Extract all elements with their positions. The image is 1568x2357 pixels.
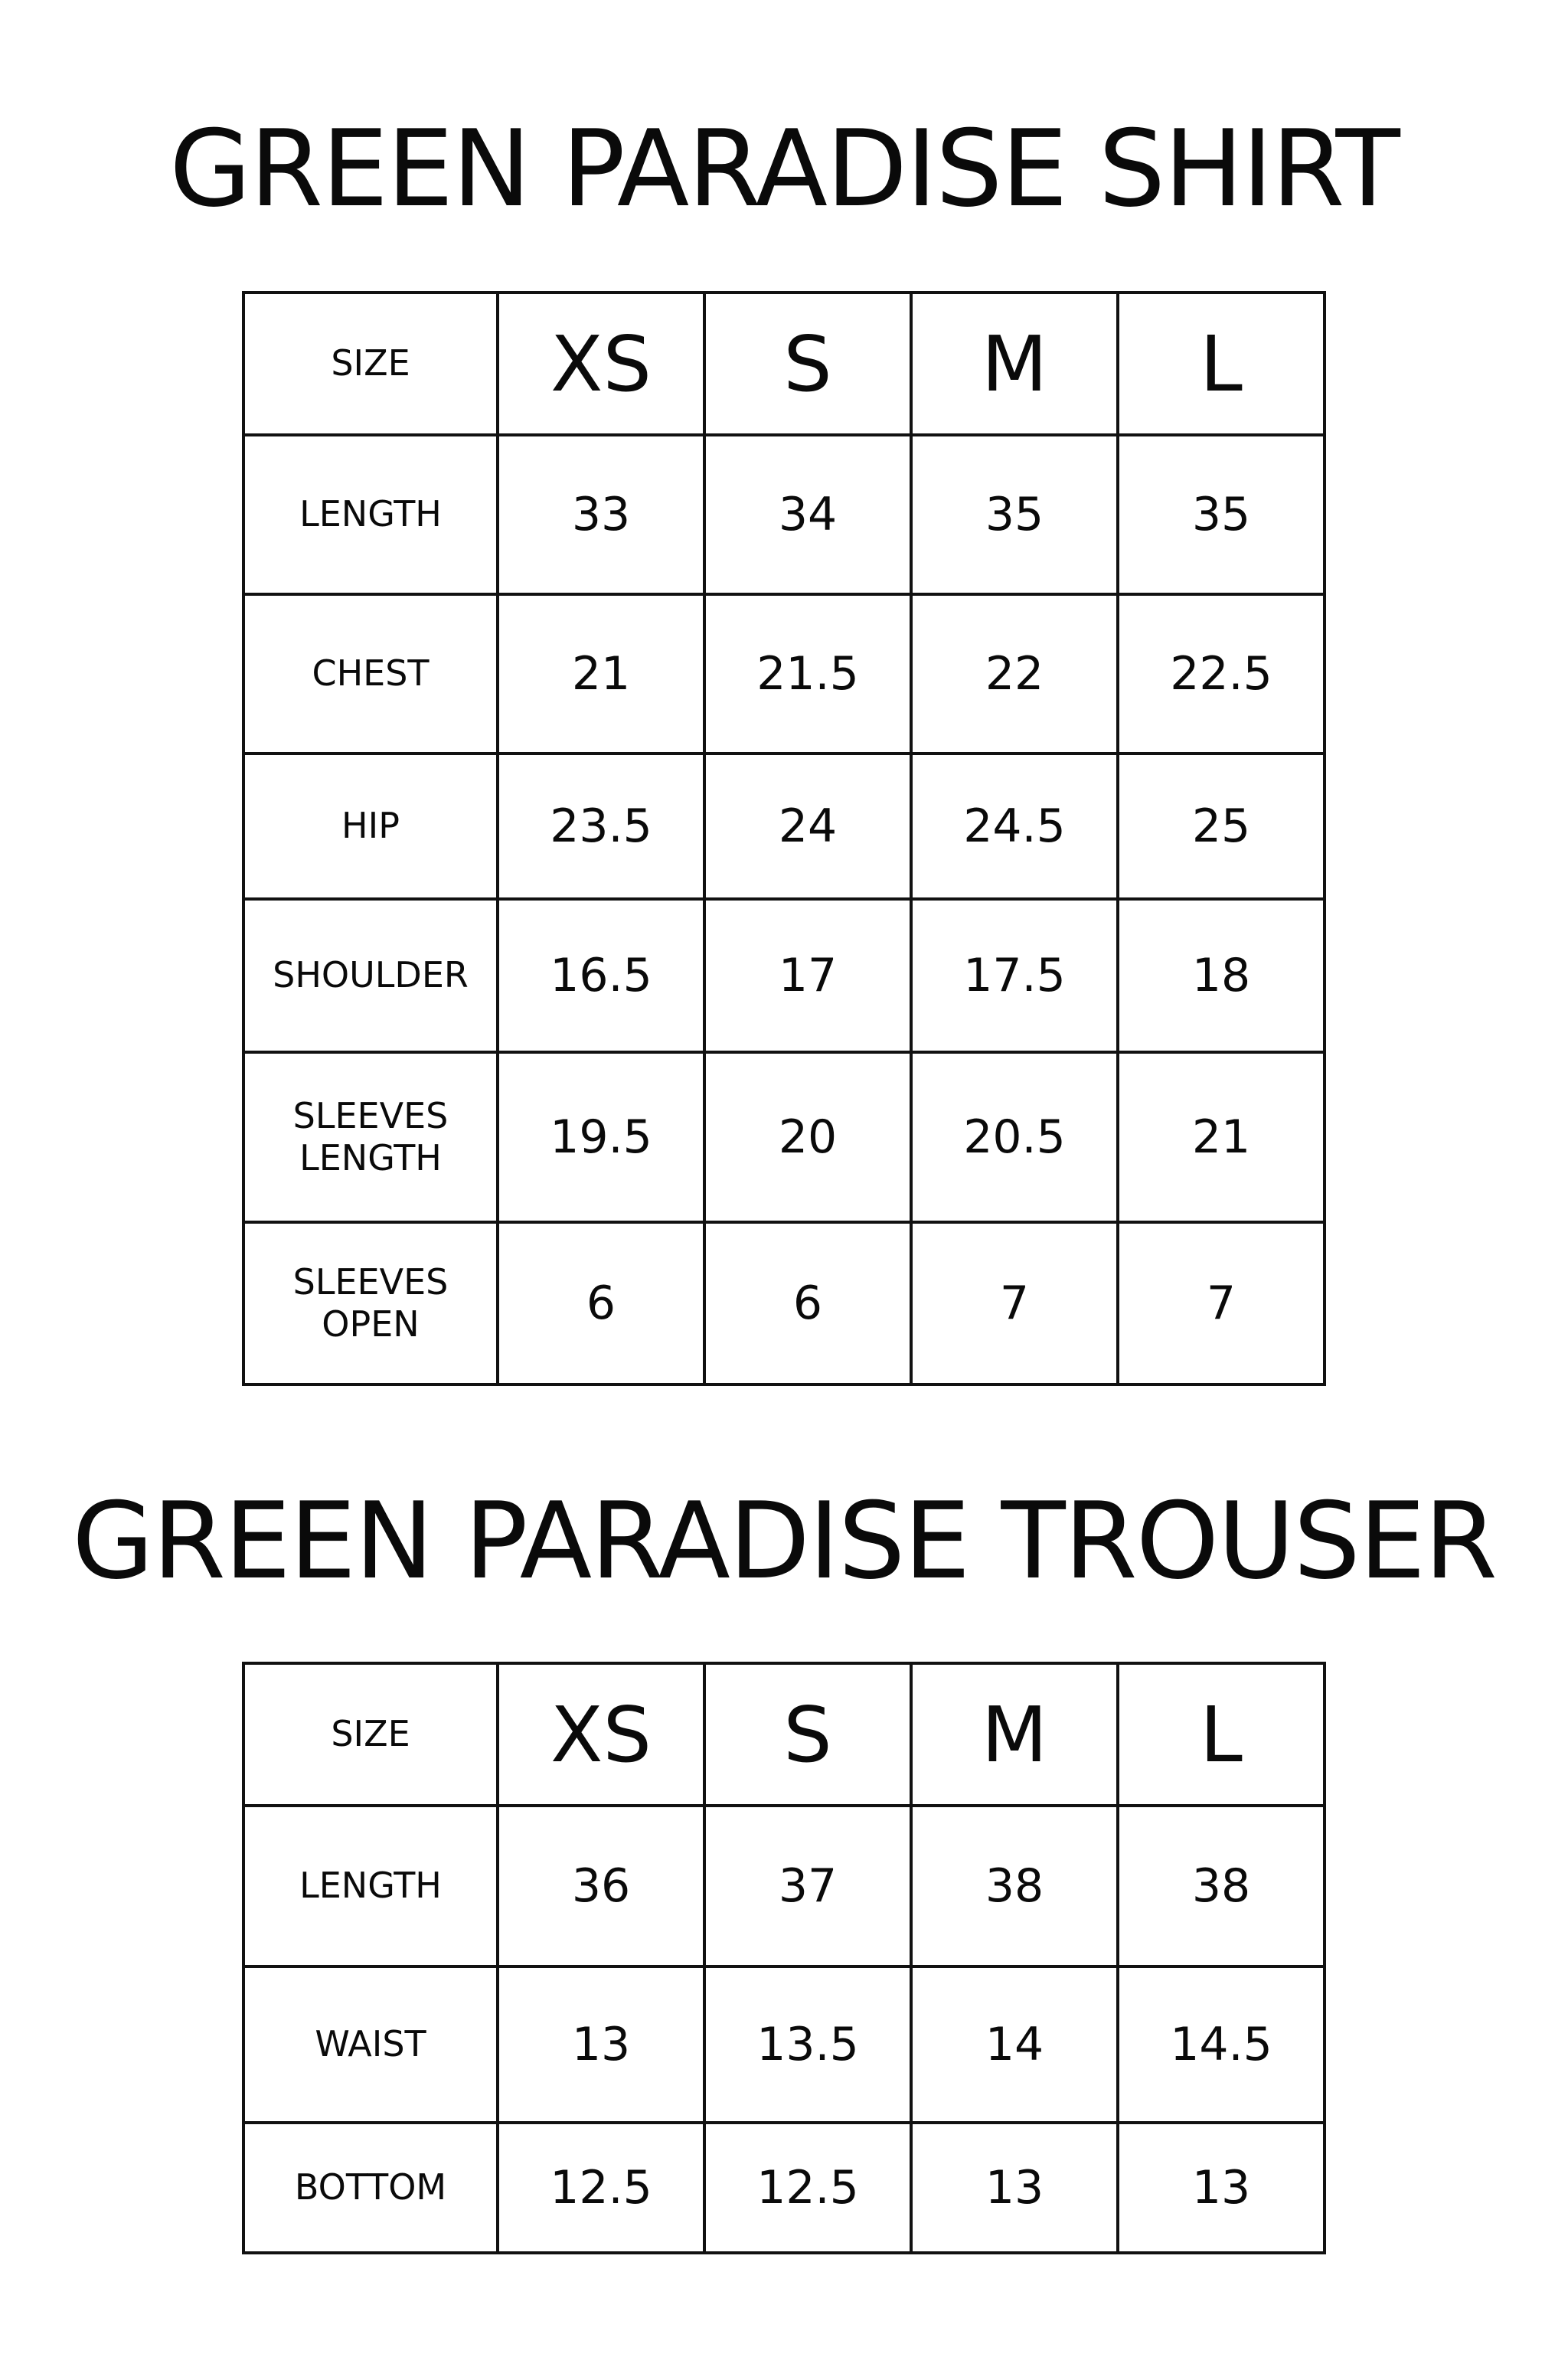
table-cell: 7 [911, 1222, 1118, 1384]
table-row [243, 2123, 1325, 2253]
table-cell: 17.5 [911, 899, 1118, 1052]
shirt-size-chart-title: GREEN PARADISE SHIRT [169, 107, 1399, 230]
table-cell: 16.5 [498, 899, 704, 1052]
table-row [243, 899, 1325, 1052]
table-row [243, 1052, 1325, 1222]
size-header-label: SIZE [243, 1663, 498, 1806]
row-label: HIP [243, 754, 498, 899]
size-header-l: L [1118, 293, 1325, 435]
table-cell: 12.5 [704, 2123, 911, 2253]
table-row [243, 1222, 1325, 1384]
header-row [243, 1663, 1325, 1806]
table-cell: 14 [911, 1966, 1118, 2123]
table-cell: 36 [498, 1806, 704, 1966]
table-row [243, 594, 1325, 754]
table-cell: 18 [1118, 899, 1325, 1052]
row-label: WAIST [243, 1966, 498, 2123]
table-cell: 6 [498, 1222, 704, 1384]
table-cell: 38 [1118, 1806, 1325, 1966]
table-cell: 35 [911, 435, 1118, 594]
size-header-label: SIZE [243, 293, 498, 435]
table-row [243, 754, 1325, 899]
row-label: SHOULDER [243, 899, 498, 1052]
header-row [243, 293, 1325, 435]
size-header-s: S [704, 1663, 911, 1806]
size-header-m: M [911, 1663, 1118, 1806]
shirt-size-table [242, 291, 1326, 1386]
table-cell: 19.5 [498, 1052, 704, 1222]
table-cell: 24.5 [911, 754, 1118, 899]
table-cell: 13 [911, 2123, 1118, 2253]
row-label: LENGTH [243, 1806, 498, 1966]
table-cell: 34 [704, 435, 911, 594]
table-row [243, 435, 1325, 594]
table-cell: 33 [498, 435, 704, 594]
size-header-s: S [704, 293, 911, 435]
row-label: BOTTOM [243, 2123, 498, 2253]
table-cell: 12.5 [498, 2123, 704, 2253]
size-header-m: M [911, 293, 1118, 435]
table-cell: 21 [498, 594, 704, 754]
trouser-size-table [242, 1662, 1326, 2254]
row-label: SLEEVES LENGTH [243, 1052, 498, 1222]
table-cell: 22 [911, 594, 1118, 754]
table-cell: 22.5 [1118, 594, 1325, 754]
table-cell: 20 [704, 1052, 911, 1222]
trouser-size-chart-title: GREEN PARADISE TROUSER [72, 1479, 1496, 1603]
size-header-xs: XS [498, 1663, 704, 1806]
table-cell: 6 [704, 1222, 911, 1384]
table-cell: 37 [704, 1806, 911, 1966]
row-label: LENGTH [243, 435, 498, 594]
row-label: CHEST [243, 594, 498, 754]
table-row [243, 1806, 1325, 1966]
table-cell: 13.5 [704, 1966, 911, 2123]
table-cell: 20.5 [911, 1052, 1118, 1222]
table-cell: 13 [1118, 2123, 1325, 2253]
size-header-l: L [1118, 1663, 1325, 1806]
table-cell: 7 [1118, 1222, 1325, 1384]
table-cell: 25 [1118, 754, 1325, 899]
size-header-xs: XS [498, 293, 704, 435]
row-label: SLEEVES OPEN [243, 1222, 498, 1384]
table-cell: 21.5 [704, 594, 911, 754]
table-cell: 24 [704, 754, 911, 899]
table-cell: 38 [911, 1806, 1118, 1966]
table-cell: 17 [704, 899, 911, 1052]
table-row [243, 1966, 1325, 2123]
table-cell: 14.5 [1118, 1966, 1325, 2123]
table-cell: 35 [1118, 435, 1325, 594]
table-cell: 21 [1118, 1052, 1325, 1222]
table-cell: 23.5 [498, 754, 704, 899]
table-cell: 13 [498, 1966, 704, 2123]
